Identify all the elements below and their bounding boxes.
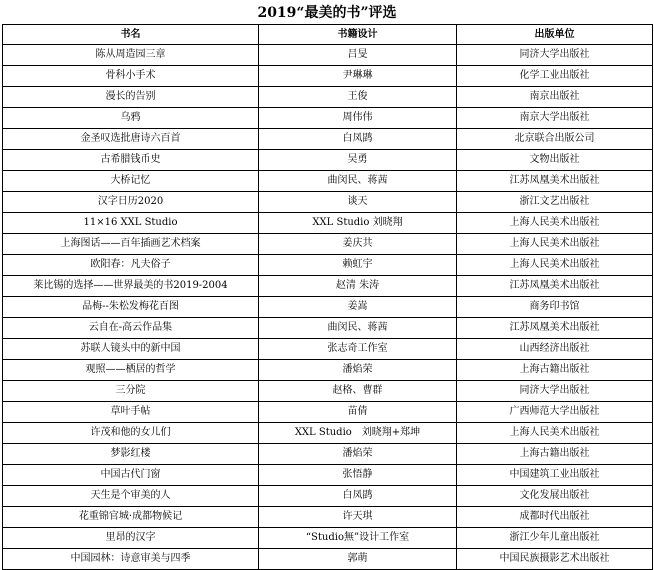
- book-publisher-cell: 成都时代出版社: [457, 507, 653, 528]
- table-row: [3, 45, 653, 66]
- book-title-cell: 汉字日历2020: [3, 192, 259, 213]
- book-title-cell: 中国古代门窗: [3, 465, 259, 486]
- book-designer-cell: XXL Studio 刘晓翔+郑坤: [259, 423, 457, 444]
- table-row: [3, 192, 653, 213]
- book-title-cell: 梦影红楼: [3, 444, 259, 465]
- book-designer-cell: 吕旻: [259, 45, 457, 66]
- table-row: [3, 381, 653, 402]
- book-publisher-cell: 浙江少年儿童出版社: [457, 528, 653, 549]
- table-row: [3, 465, 653, 486]
- book-publisher-cell: 中国民族摄影艺术出版社: [457, 549, 653, 570]
- table-row: [3, 108, 653, 129]
- book-title-cell: 中国园林：诗意审美与四季: [3, 549, 259, 570]
- table-row: [3, 213, 653, 234]
- table-row: [3, 234, 653, 255]
- book-publisher-cell: 同济大学出版社: [457, 381, 653, 402]
- book-title-cell: 11×16 XXL Studio: [3, 213, 259, 234]
- book-title-cell: 云自在-高云作品集: [3, 318, 259, 339]
- book-designer-cell: 张悟静: [259, 465, 457, 486]
- book-designer-cell: 谈天: [259, 192, 457, 213]
- books-table: [2, 24, 653, 570]
- table-row: [3, 507, 653, 528]
- table-row: [3, 360, 653, 381]
- book-publisher-cell: 上海古籍出版社: [457, 444, 653, 465]
- table-row: [3, 150, 653, 171]
- book-title-cell: 品梅--朱松发梅花百图: [3, 297, 259, 318]
- book-publisher-cell: 同济大学出版社: [457, 45, 653, 66]
- book-publisher-cell: 上海人民美术出版社: [457, 255, 653, 276]
- book-publisher-cell: 南京出版社: [457, 87, 653, 108]
- book-designer-cell: 赖虹宇: [259, 255, 457, 276]
- book-designer-cell: 郭萌: [259, 549, 457, 570]
- table-row: [3, 444, 653, 465]
- table-row: [3, 423, 653, 444]
- book-publisher-cell: 化学工业出版社: [457, 66, 653, 87]
- table-row: [3, 276, 653, 297]
- column-header-designer: 书籍设计: [259, 25, 457, 45]
- book-publisher-cell: 江苏凤凰美术出版社: [457, 318, 653, 339]
- book-publisher-cell: 上海人民美术出版社: [457, 423, 653, 444]
- book-title-cell: 古希腊钱币史: [3, 150, 259, 171]
- book-publisher-cell: 商务印书馆: [457, 297, 653, 318]
- book-publisher-cell: 山西经济出版社: [457, 339, 653, 360]
- book-publisher-cell: 中国建筑工业出版社: [457, 465, 653, 486]
- book-publisher-cell: 南京大学出版社: [457, 108, 653, 129]
- book-designer-cell: 潘焰荣: [259, 444, 457, 465]
- book-title-cell: 草叶手帖: [3, 402, 259, 423]
- table-row: [3, 528, 653, 549]
- book-designer-cell: 潘焰荣: [259, 360, 457, 381]
- book-title-cell: 欧阳春：凡夫俗子: [3, 255, 259, 276]
- book-designer-cell: 张志奇工作室: [259, 339, 457, 360]
- table-row: [3, 171, 653, 192]
- book-publisher-cell: 江苏凤凰美术出版社: [457, 276, 653, 297]
- table-row: [3, 297, 653, 318]
- book-designer-cell: 尹琳琳: [259, 66, 457, 87]
- page-title: 2019“最美的书”评选: [257, 5, 397, 21]
- table-row: [3, 339, 653, 360]
- book-designer-cell: “Studio無”设计工作室: [259, 528, 457, 549]
- book-publisher-cell: 广西师范大学出版社: [457, 402, 653, 423]
- book-title-cell: 漫长的告别: [3, 87, 259, 108]
- book-publisher-cell: 江苏凤凰美术出版社: [457, 171, 653, 192]
- book-designer-cell: 王俊: [259, 87, 457, 108]
- book-designer-cell: 姜嵩: [259, 297, 457, 318]
- book-publisher-cell: 文物出版社: [457, 150, 653, 171]
- book-designer-cell: 许天琪: [259, 507, 457, 528]
- column-header-publisher: 出版单位: [457, 25, 653, 45]
- table-row: [3, 129, 653, 150]
- book-title-cell: 三分院: [3, 381, 259, 402]
- book-designer-cell: 白凤鹍: [259, 486, 457, 507]
- book-title-cell: 上海图话——百年插画艺术档案: [3, 234, 259, 255]
- table-row: [3, 318, 653, 339]
- book-title-cell: 许茂和他的女儿们: [3, 423, 259, 444]
- book-title-cell: 观照——栖居的哲学: [3, 360, 259, 381]
- book-title-cell: 苏联人镜头中的新中国: [3, 339, 259, 360]
- book-title-cell: 金圣叹选批唐诗六百首: [3, 129, 259, 150]
- book-title-cell: 大桥记忆: [3, 171, 259, 192]
- book-designer-cell: 苗倩: [259, 402, 457, 423]
- book-title-cell: 乌鸦: [3, 108, 259, 129]
- table-row: [3, 402, 653, 423]
- book-designer-cell: 曲闵民、蒋茜: [259, 171, 457, 192]
- book-publisher-cell: 上海古籍出版社: [457, 360, 653, 381]
- book-designer-cell: 赵清 朱涛: [259, 276, 457, 297]
- book-publisher-cell: 北京联合出版公司: [457, 129, 653, 150]
- book-publisher-cell: 上海人民美术出版社: [457, 234, 653, 255]
- book-designer-cell: 吴勇: [259, 150, 457, 171]
- column-header-title: 书名: [3, 25, 259, 45]
- book-designer-cell: 赵格、曹群: [259, 381, 457, 402]
- book-title-cell: 里昂的汉字: [3, 528, 259, 549]
- table-row: [3, 549, 653, 570]
- book-title-cell: 天生是个审美的人: [3, 486, 259, 507]
- book-publisher-cell: 文化发展出版社: [457, 486, 653, 507]
- book-publisher-cell: 上海人民美术出版社: [457, 213, 653, 234]
- table-row: [3, 486, 653, 507]
- table-row: [3, 255, 653, 276]
- book-designer-cell: 白凤鹍: [259, 129, 457, 150]
- book-designer-cell: 周伟伟: [259, 108, 457, 129]
- book-title-cell: 骨科小手术: [3, 66, 259, 87]
- book-publisher-cell: 浙江文艺出版社: [457, 192, 653, 213]
- table-row: [3, 87, 653, 108]
- table-row: [3, 66, 653, 87]
- book-designer-cell: XXL Studio 刘晓翔: [259, 213, 457, 234]
- book-title-cell: 陈从周造园三章: [3, 45, 259, 66]
- table-body: [3, 45, 653, 570]
- book-designer-cell: 姜庆共: [259, 234, 457, 255]
- table-header-row: [3, 25, 653, 45]
- book-title-cell: 莱比锡的选择——世界最美的书2019-2004: [3, 276, 259, 297]
- book-title-cell: 花重锦官城·成都物候记: [3, 507, 259, 528]
- book-designer-cell: 曲闵民、蒋茜: [259, 318, 457, 339]
